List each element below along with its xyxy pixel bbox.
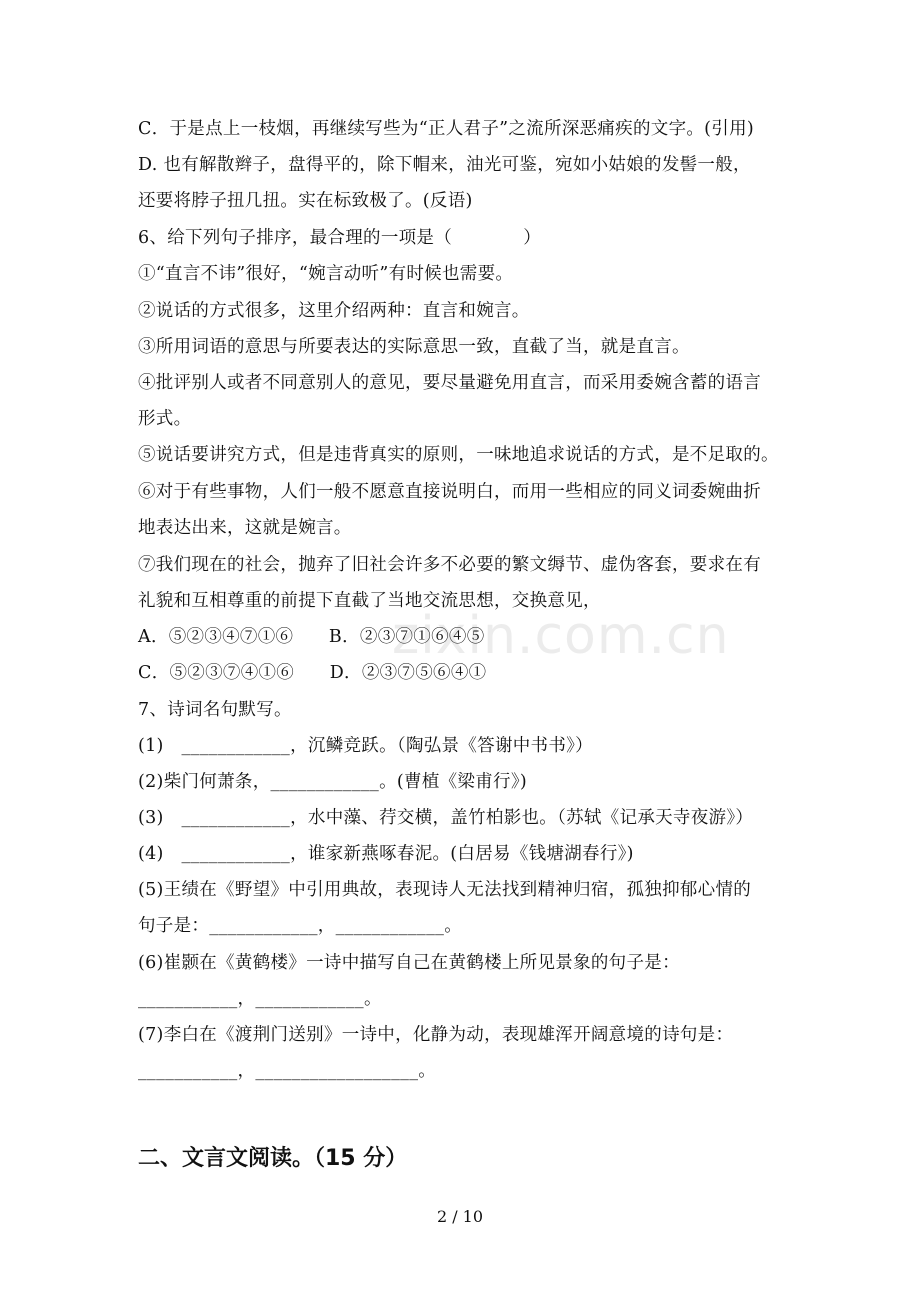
question-6-stem: 6、给下列句子排序，最合理的一项是（ ）: [138, 228, 542, 248]
sentence-3: ③所用词语的意思与所要表达的实际意思一致，直截了当，就是直言。: [138, 337, 690, 357]
watermark: zixin.com.cn: [392, 606, 730, 666]
sentence-2: ②说话的方式很多，这里介绍两种：直言和婉言。: [138, 301, 530, 321]
poem-item-6: (6)崔颢在《黄鹤楼》一诗中描写自己在黄鹤楼上所见景象的句子是：: [138, 953, 680, 973]
poem-item-6-answer: ___________，____________。: [138, 989, 382, 1009]
choices-a-b: A．⑤②③④⑦①⑥ B．②③⑦①⑥④⑤: [138, 627, 485, 647]
question-7-stem: 7、诗词名句默写。: [138, 700, 292, 720]
poem-item-1: (1) ____________，沉鳞竞跃。（陶弘景《答谢中书书》）: [138, 736, 593, 756]
sentence-7: ⑦我们现在的社会，抛弃了旧社会许多不必要的繁文缛节、虚伪客套，要求在有: [138, 555, 761, 575]
sentence-5: ⑤说话要讲究方式，但是违背真实的原则，一味地追求说话的方式，是不足取的。: [138, 445, 779, 465]
option-d-line: D. 也有解散辫子，盘得平的，除下帽来，油光可鉴，宛如小姑娘的发髻一般，: [138, 155, 751, 175]
sentence-6-cont: 地表达出来，这就是婉言。: [138, 518, 352, 538]
poem-item-2: (2)柴门何萧条，____________。(曹植《梁甫行》): [138, 772, 527, 792]
sentence-4: ④批评别人或者不同意别人的意见，要尽量避免用直言，而采用委婉含蓄的语言: [138, 373, 761, 393]
sentence-7-cont: 礼貌和互相尊重的前提下直截了当地交流思想，交换意见，: [138, 591, 601, 611]
page-number: 2 / 10: [436, 1207, 484, 1226]
option-c-line: C．于是点上一枝烟，再继续写些为“正人君子”之流所深恶痛疾的文字。(引用): [138, 119, 755, 139]
choices-c-d: C．⑤②③⑦④①⑥ D．②③⑦⑤⑥④①: [138, 663, 487, 683]
poem-item-4: (4) ____________，谁家新燕啄春泥。(白居易《钱塘湖春行》): [138, 844, 634, 864]
sentence-6: ⑥对于有些事物，人们一般不愿意直接说明白，而用一些相应的同义词委婉曲折: [138, 482, 761, 502]
sentence-4-cont: 形式。: [138, 409, 192, 429]
section-heading: 二、文言文阅读。（15 分）: [138, 1146, 408, 1171]
poem-item-7: (7)李白在《渡荆门送别》一诗中，化静为动，表现雄浑开阔意境的诗句是：: [138, 1025, 734, 1045]
poem-item-7-answer: ___________，__________________。: [138, 1061, 437, 1081]
sentence-1: ①“直言不讳”很好，“婉言动听”有时候也需要。: [138, 264, 514, 284]
poem-item-5: (5)王绩在《野望》中引用典故，表现诗人无法找到精神归宿，孤独抑郁心情的: [138, 880, 752, 900]
option-d-line-cont: 还要将脖子扭几扭。实在标致极了。(反语): [138, 191, 473, 211]
poem-item-3: (3) ____________，水中藻、荇交横，盖竹柏影也。（苏轼《记承天寺夜游》）: [138, 808, 754, 828]
poem-item-5-answer: 句子是：____________，____________。: [138, 916, 462, 936]
